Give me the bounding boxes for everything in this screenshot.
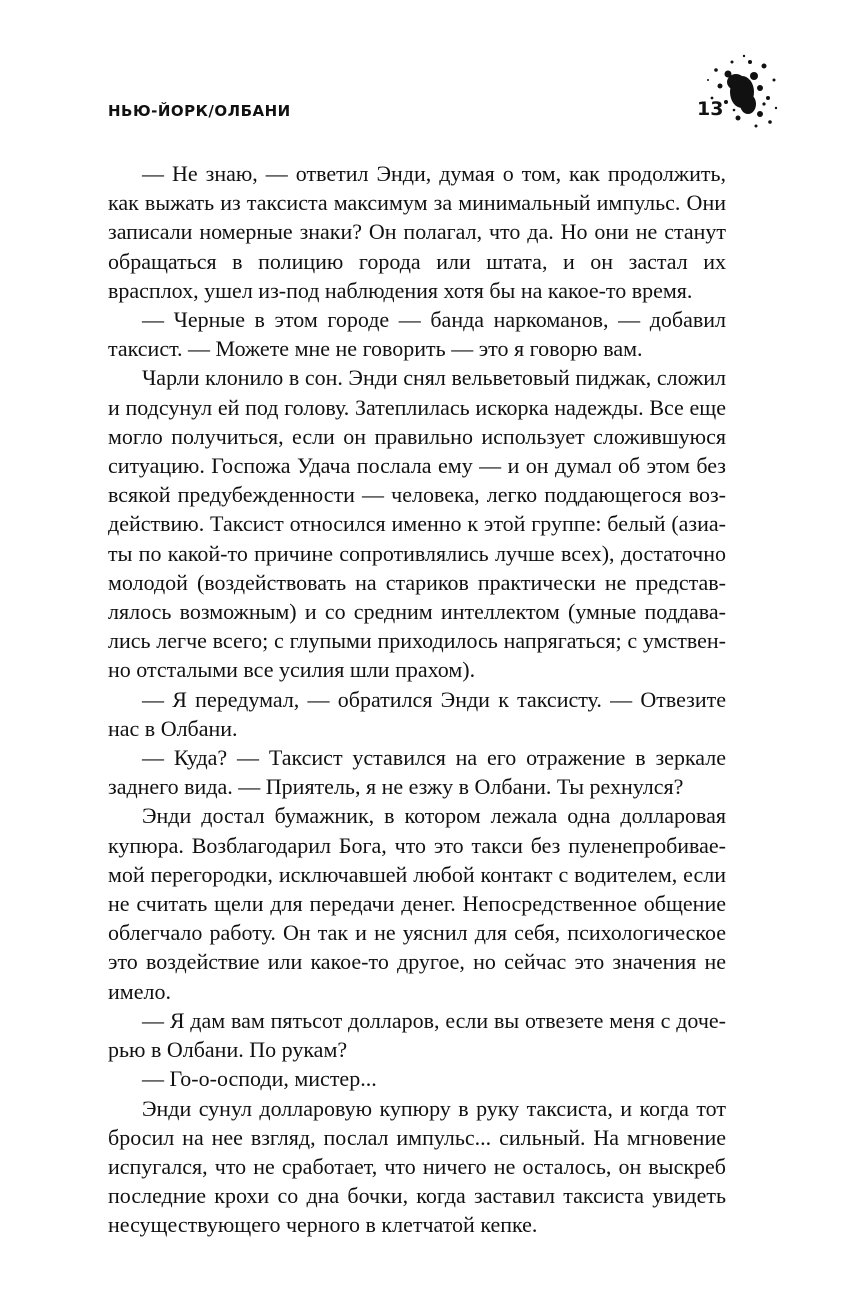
running-head: НЬЮ-ЙОРК/ОЛБАНИ: [108, 102, 291, 120]
page-number: 13: [697, 98, 724, 120]
paragraph: — Я передумал, — обратился Энди к таксисту. — Отвезите нас в Олбани.: [108, 686, 726, 741]
paragraph: Энди сунул долларовую купюру в руку таксиста, и когда тот бросил на нее взгляд, послал импульс... сильный. На мгновение испугался, что не сработает, что ничего не осталось, он выскреб последние крохи со дна бочки, когда заставил таксиста увидеть несуществующего черного в клетчатой кепке.: [108, 1095, 726, 1238]
paragraph: Энди достал бумажник, в котором лежала одна долларовая купюра. Возблагодарил Бога, что это такси без пуленепробиваемой перегородки, исключавшей любой контакт с водителем, если не считать щели для передачи денег. Непосредственное общение облегчало работу. Он так и не уяснил для себя, психологическое это воздействие или какое-то другое, но сейчас это значения не имело.: [108, 803, 726, 1004]
paragraph: — Го-о-осподи, мистер...: [142, 1066, 377, 1092]
ink-splatter-icon: [690, 52, 780, 134]
paragraph: Чарли клонило в сон. Энди снял вельветовый пиджак, сложил и подсунул ей под голову. Затеплилась искорка надежды. Все еще могло получиться, если он правильно использует сложившуюся ситуацию. Госпожа Удача послала ему — и он думал об этом без всякой предубежденности — человека, легко поддающегося воздействию. Таксист относился именно к этой группе: белый (азиаты по какой-то причине сопротивлялись лучше всех), достаточно молодой (воздействовать на стариков практически не представлялось возможным) и со средним интеллектом (умные поддавались легче всего; с глупыми приходилось напрягаться; с умственно отсталыми все усилия шли прахом).: [108, 365, 726, 683]
paragraph: — Куда? — Таксист уставился на его отражение в зеркале заднего вида. — Приятель, я не езжу в Олбани. Ты рехнулся?: [108, 745, 726, 800]
paragraph: — Черные в этом городе — банда наркоманов, — добавил таксист. — Можете мне не говорить — это я говорю вам.: [108, 307, 726, 362]
paragraph: — Я дам вам пятьсот долларов, если вы отвезете меня с дочерью в Олбани. По рукам?: [108, 1007, 726, 1063]
body-text: [108, 159, 726, 1240]
paragraph: — Не знаю, — ответил Энди, думая о том, как продолжить, как выжать из таксиста максимум за минимальный импульс. Они записали номерные знаки? Он полагал, что да. Но они не станут обращаться в полицию города или штата, и он застал их врасплох, ушел из-под наблюдения хотя бы на какое-то время.: [108, 161, 726, 303]
